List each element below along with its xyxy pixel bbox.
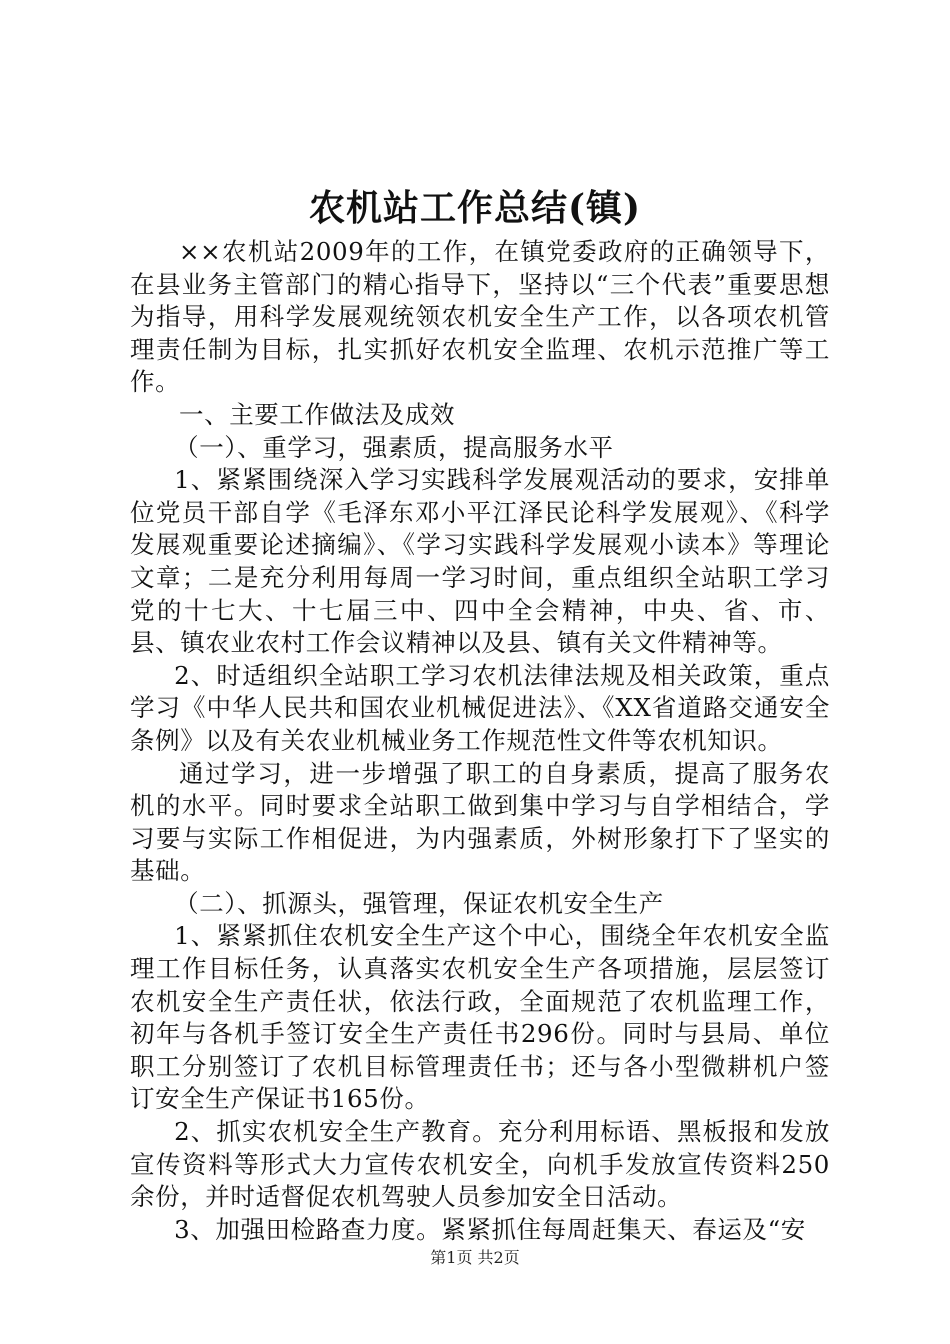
document-body (130, 236, 830, 1246)
subsection-heading-2: （二）、抓源头，强管理，保证农机安全生产 (174, 888, 664, 918)
paragraph-summary: 通过学习，进一步增强了职工的自身素质，提高了服务农机的水平。同时要求全站职工做到集中学习与自学相结合，学习要与实际工作相促进，为内强素质，外树形象打下了坚实的基础。 (130, 758, 830, 886)
paragraph-item: 3、加强田检路查力度。紧紧抓住每周赶集天、春运及“安 (174, 1214, 806, 1244)
paragraph-item: 1、紧紧围绕深入学习实践科学发展观活动的要求，安排单位党员干部自学《毛泽东邓小平江泽民论科学发展观》、《科学发展观重要论述摘编》、《学习实践科学发展观小读本》等理论文章；二是充分利用每周一学习时间，重点组织全站职工学习党的十七大、十七届三中、四中全会精神，中央、省、市、县、镇农业农村工作会议精神以及县、镇有关文件精神等。 (130, 465, 830, 658)
paragraph-item: 2、抓实农机安全生产教育。充分利用标语、黑板报和发放宣传资料等形式大力宣传农机安全，向机手发放宣传资料250余份，并时适督促农机驾驶人员参加安全日活动。 (130, 1117, 830, 1212)
paragraph-intro: ××农机站2009年的工作，在镇党委政府的正确领导下，在县业务主管部门的精心指导下，坚持以“三个代表”重要思想为指导，用科学发展观统领农机安全生产工作，以各项农机管理责任制为目标，扎实抓好农机安全监理、农机示范推广等工作。 (130, 237, 830, 397)
paragraph-item: 1、紧紧抓住农机安全生产这个中心，围绕全年农机安全监理工作目标任务，认真落实农机安全生产各项措施，层层签订农机安全生产责任状，依法行政，全面规范了农机监理工作，初年与各机手签订安全生产责任书296份。同时与县局、单位职工分别签订了农机目标管理责任书；还与各小型微耕机户签订安全生产保证书165份。 (130, 921, 830, 1114)
document-title: 农机站工作总结(镇) (308, 187, 642, 229)
paragraph-item: 2、时适组织全站职工学习农机法律法规及相关政策，重点学习《中华人民共和国农业机械促进法》、《XX省道路交通安全条例》以及有关农业机械业务工作规范性文件等农机知识。 (130, 660, 830, 755)
section-heading-1: 一、主要工作做法及成效 (179, 399, 456, 429)
subsection-heading-1: （一）、重学习，强素质，提高服务水平 (174, 432, 614, 462)
page-footer: 第1页 共2页 (430, 1248, 520, 1267)
